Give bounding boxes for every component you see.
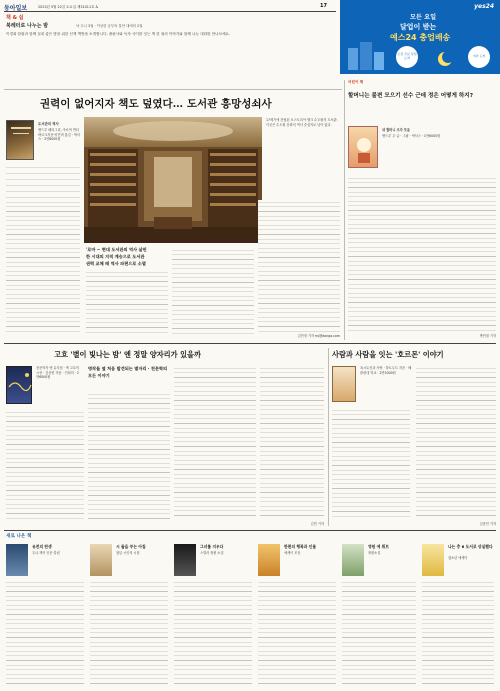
intro-column bbox=[6, 22, 336, 62]
row2-left-body-c bbox=[174, 366, 256, 520]
newbook-item[interactable] bbox=[422, 544, 496, 688]
newbooks-top-rule bbox=[4, 530, 496, 531]
masthead-logo: 동아일보 bbox=[4, 5, 28, 12]
side-cover-art bbox=[349, 127, 379, 169]
ad-brand: yes24 bbox=[474, 3, 494, 10]
side-book-cover bbox=[348, 126, 378, 168]
newbook-cover bbox=[342, 544, 364, 576]
row2-right-body-a bbox=[332, 408, 410, 520]
headline-top-rule bbox=[4, 89, 342, 90]
row2-left-body-b bbox=[88, 392, 170, 520]
row2-left-book: 천문학자 앤 뮤지엄 · 잭 고흐의 시선 · 김상헌 지음 · 인타미 · 2만6000원 bbox=[36, 366, 80, 380]
newbook-item[interactable] bbox=[6, 544, 86, 688]
newbook-item[interactable] bbox=[342, 544, 418, 688]
starry-night-icon bbox=[7, 367, 33, 405]
ad-moon-icon bbox=[428, 50, 462, 68]
row2-left-cover bbox=[6, 366, 32, 404]
page-number: 17 bbox=[320, 3, 327, 9]
row2-right-book: 옥시토신과 사랑 · 하트무트 지음 · 베를린대 학교 · 2만3000원 bbox=[360, 366, 412, 375]
newbook-item[interactable] bbox=[174, 544, 254, 688]
intro-title: 북레터로 나누는 밤 bbox=[6, 23, 49, 29]
ad-building-icon bbox=[346, 40, 386, 70]
photo-caption: 17세기에 건립된 오스트리아 멜크 수도원의 도서관. 이곳은 수도원 문화의 역사 중심지로 남아 있다. bbox=[266, 118, 338, 127]
newbook-title: 나는 충 6 도서로 상실했다 bbox=[448, 544, 493, 549]
newbook-body bbox=[90, 580, 168, 684]
row2-right-body-b bbox=[416, 366, 496, 520]
row2-left-byline: 김민 기자 bbox=[310, 522, 324, 526]
newbook-cover bbox=[90, 544, 112, 576]
ad-circle-evening-text: 저녁 도착 bbox=[472, 54, 486, 58]
ad-circle-morning-text: 오전 주문 당일 도착 bbox=[397, 52, 417, 60]
newbook-item[interactable] bbox=[258, 544, 338, 688]
book-title: 도서관의 역사 bbox=[38, 122, 59, 126]
newbook-title: 유전의 탄생 bbox=[32, 544, 52, 549]
intro-byline: 낙 우니 3권 · 이상한 공부의 불안 대에의 2권 bbox=[76, 24, 143, 28]
newbook-subtitle: 에세이 모음 bbox=[284, 551, 301, 555]
row2-left-headline: 고흐 '별이 빛나는 밤' 엔 정말 양자리가 있을까 bbox=[54, 350, 201, 359]
main-headline: 권력이 없어지자 책도 덮였다… 도서관 흥망성쇠사 bbox=[40, 98, 272, 110]
main-body-col1-lines bbox=[6, 200, 80, 334]
newbook-subtitle: 장편소설 bbox=[368, 551, 381, 555]
subhead-3: 권력 교체 때 역사 파편으로 소멸 bbox=[86, 261, 146, 266]
newbook-title: 그녀를 지우다 bbox=[200, 544, 224, 549]
newbook-cover bbox=[258, 544, 280, 576]
main-body-col4 bbox=[258, 200, 340, 334]
row2-left-body-d bbox=[260, 366, 324, 520]
book-cover bbox=[6, 120, 34, 160]
newbook-item[interactable] bbox=[90, 544, 170, 688]
main-body-col2 bbox=[86, 270, 168, 334]
side-headline: 할머니는 불편 모으기 선수 근데 정은 어떻게 하지? bbox=[348, 93, 473, 99]
library-photo bbox=[84, 117, 262, 243]
row2-right-byline: 김종민 기자 bbox=[479, 522, 496, 526]
newbook-body bbox=[422, 580, 494, 684]
side-body bbox=[348, 176, 496, 334]
yes24-ad[interactable] bbox=[340, 0, 500, 74]
ad-circle-evening bbox=[468, 46, 490, 68]
book-info: 앤드루 페티그리, 아르야 반더 바르크지음·양진비 옮김 · 넥서스 · 2만8000원 bbox=[38, 128, 80, 142]
newbook-body bbox=[6, 580, 84, 684]
newbook-body bbox=[342, 580, 416, 684]
newbook-title: 한편의 행복과 인물 bbox=[284, 544, 316, 549]
newbook-subtitle: 청소년 에세이 bbox=[448, 556, 468, 560]
side-book-info: 앤드루 우 글 · 그림 · 넥서스 · 1만6000원 bbox=[382, 134, 441, 138]
row2-left-subhead: 명작들 옆 처음 발견되는 별자리 · 천문학의 모든 이야기 bbox=[88, 366, 168, 378]
newbook-cover bbox=[174, 544, 196, 576]
row2-divider bbox=[328, 348, 329, 526]
newbook-title: 영원 에 뤼트 bbox=[368, 544, 389, 549]
ad-headline2: 달업이 받는 bbox=[400, 23, 437, 31]
ad-circle-morning bbox=[396, 46, 418, 68]
newbooks-row bbox=[6, 544, 496, 688]
newbook-body bbox=[174, 580, 252, 684]
main-body-col3 bbox=[172, 248, 254, 334]
main-byline: 김민정 기자 mj@donga.com bbox=[297, 334, 340, 338]
ad-headline3: 예스24 충업배송 bbox=[390, 33, 451, 42]
newbook-subtitle: 청년 시인의 시집 bbox=[116, 551, 140, 555]
newbook-cover bbox=[422, 544, 444, 576]
side-label: 어린이 책 bbox=[348, 80, 364, 84]
right-column-rule bbox=[344, 80, 345, 340]
row2-right-cover bbox=[332, 366, 356, 402]
newbook-cover bbox=[6, 544, 28, 576]
row2-right-headline: 사람과 사람을 잇는 '호르몬' 이야기 bbox=[332, 350, 444, 359]
newbook-title: 시 돌을 부는 아침 bbox=[116, 544, 146, 549]
newbook-body bbox=[258, 580, 336, 684]
ad-headline1: 모든 요일 bbox=[410, 14, 437, 21]
main-subheads bbox=[86, 246, 174, 267]
side-byline: 박민철 기자 bbox=[479, 334, 496, 338]
newbooks-label: 새로 나온 책 bbox=[6, 534, 32, 539]
intro-body: 이경희 칼럼과 함께 실내 좋은 밤을 위한 산책 책방을 소개합니다. 출판사와 독자 사이를 잇는 책 한 권의 이야기와 함께 나눈 대화를 만나보세요. bbox=[6, 32, 231, 36]
newbook-subtitle: 스릴러 장편 소설 bbox=[200, 551, 224, 555]
row2-top-rule bbox=[4, 343, 496, 344]
section-label: 책 & 쉼 bbox=[6, 15, 24, 21]
row2-left-body-a bbox=[6, 410, 84, 520]
masthead-rule bbox=[4, 11, 336, 12]
side-book-title: 내 할머니 조각 모음 bbox=[382, 128, 410, 132]
masthead-dateline: 2023년 5월 22일 토요일 제31011호 & bbox=[38, 5, 99, 9]
newbook-subtitle: 우나 책의 인문 칼럼 bbox=[32, 551, 60, 555]
subhead-2: 한 시대의 지적 계승으로 도서관 bbox=[86, 254, 145, 259]
subhead-1: '로마 ~ 현대 도서관의 역사 살핀 bbox=[86, 247, 147, 252]
